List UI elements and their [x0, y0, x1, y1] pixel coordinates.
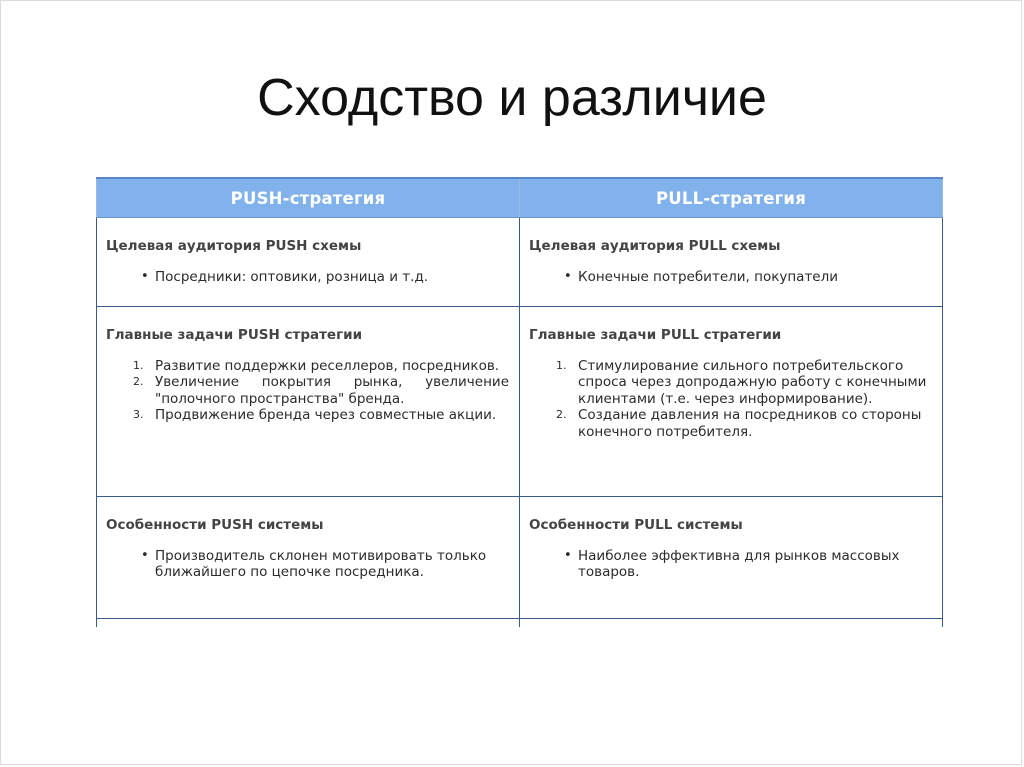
list-item: [141, 547, 509, 581]
list-item: [564, 547, 932, 581]
push-main-tasks-heading: Главные задачи PUSH стратегии: [106, 327, 363, 343]
pull-features-list: [529, 548, 932, 581]
list-item-text: Продвижение бренда через совместные акции.: [155, 407, 497, 423]
number-marker: 2.: [556, 408, 567, 421]
table-row-target-audience: [97, 218, 943, 307]
number-marker: 2.: [133, 375, 144, 388]
push-target-audience-heading: Целевая аудитория PUSH схемы: [106, 238, 362, 254]
list-item-text: Создание давления на посредников со стороны конечного потребителя.: [578, 407, 922, 440]
comparison-table: [96, 177, 943, 627]
pull-features-heading: Особенности PULL системы: [529, 517, 743, 533]
number-marker: 1.: [133, 358, 144, 372]
bullet-marker: •: [141, 547, 149, 563]
push-target-audience-cell: [97, 218, 520, 307]
pull-main-tasks-list: [529, 358, 932, 441]
pull-main-tasks-cell: [520, 307, 943, 497]
pull-main-tasks-heading: Главные задачи PULL стратегии: [529, 327, 782, 343]
list-item: [556, 357, 932, 408]
list-item-text: Посредники: оптовики, розница и т.д.: [155, 268, 429, 285]
list-item-text: Развитие поддержки реселлеров, посредников.: [155, 357, 500, 374]
list-item-text: Увеличение покрытия рынка, увеличение "полочного пространства" бренда.: [155, 374, 509, 407]
list-item: [564, 268, 932, 286]
table-row-features: [97, 497, 943, 619]
list-item: [141, 268, 509, 286]
pull-target-audience-cell: [520, 218, 943, 307]
number-marker: 1.: [556, 358, 567, 372]
pull-column-header: PULL-стратегия: [520, 178, 943, 218]
list-item-text: Наиболее эффективна для рынков массовых товаров.: [578, 547, 900, 580]
push-column-header: PUSH-стратегия: [97, 178, 520, 218]
push-features-cell: [97, 497, 520, 619]
table-header-row: [97, 178, 943, 218]
list-item-text: Конечные потребители, покупатели: [578, 268, 839, 285]
slide-title: Сходство и различие: [257, 69, 767, 127]
push-target-audience-list: [106, 269, 509, 286]
list-item: [133, 357, 509, 375]
table-cut-off-row: [97, 619, 943, 628]
pull-features-cell: [520, 497, 943, 619]
table-cut-off-cell: [97, 619, 520, 628]
pull-target-audience-heading: Целевая аудитория PULL схемы: [529, 238, 781, 254]
table-cut-off-cell: [520, 619, 943, 628]
bullet-marker: •: [564, 268, 572, 284]
push-features-heading: Особенности PUSH системы: [106, 517, 324, 533]
list-item-text: Стимулирование сильного потребительского спроса через допродажную работу с конечными клиентами (т.е. через информирование).: [578, 357, 927, 407]
push-main-tasks-list: [106, 358, 509, 424]
push-main-tasks-cell: [97, 307, 520, 497]
list-item: [133, 374, 509, 407]
bullet-marker: •: [141, 268, 149, 284]
bullet-marker: •: [564, 547, 572, 563]
table-row-main-tasks: [97, 307, 943, 497]
list-item: [556, 407, 932, 440]
list-item: [133, 407, 509, 424]
pull-target-audience-list: [529, 269, 932, 286]
number-marker: 3.: [133, 408, 144, 421]
list-item-text: Производитель склонен мотивировать только ближайшего по цепочке посредника.: [155, 547, 487, 580]
push-features-list: [106, 548, 509, 581]
